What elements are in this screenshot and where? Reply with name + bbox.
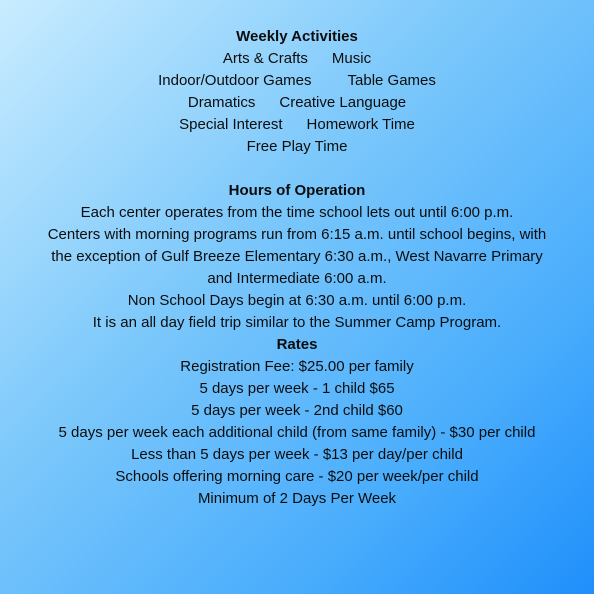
- weekly-activities-heading: Weekly Activities: [236, 28, 358, 45]
- activity-item: Dramatics: [187, 94, 256, 111]
- rate-item: 5 days per week - 2nd child $60: [191, 402, 403, 419]
- activity-item: Arts & Crafts: [222, 50, 308, 67]
- rate-item: 5 days per week - 1 child $65: [199, 380, 395, 397]
- activity-item: Table Games: [347, 72, 436, 89]
- hours-line: It is an all day field trip similar to the Summer Camp Program.: [92, 314, 502, 331]
- hours-line: Each center operates from the time school lets out until 6:00 p.m.: [80, 204, 514, 221]
- activity-row: [0, 92, 594, 114]
- activity-item: Indoor/Outdoor Games: [158, 72, 312, 89]
- activity-item: Free Play Time: [246, 138, 348, 155]
- rate-item: Schools offering morning care - $20 per week/per child: [115, 468, 479, 485]
- rate-item: Minimum of 2 Days Per Week: [197, 490, 397, 507]
- hours-heading: Hours of Operation: [228, 182, 366, 199]
- rate-item: 5 days per week each additional child (from same family) - $30 per child: [58, 424, 536, 441]
- activity-row: [0, 48, 594, 70]
- activity-row: [0, 70, 594, 92]
- activity-row: [0, 114, 594, 136]
- activity-item: Homework Time: [306, 116, 415, 133]
- activity-item: Creative Language: [279, 94, 407, 111]
- section-spacer: [0, 158, 594, 180]
- rates-heading: Rates: [276, 336, 318, 353]
- rate-item: Registration Fee: $25.00 per family: [180, 358, 414, 375]
- activity-item: Special Interest: [179, 116, 283, 133]
- activity-row: [0, 136, 594, 158]
- hours-morning-paragraph: Centers with morning programs run from 6:15 a.m. until school begins, with the exception of Gulf Breeze Elementary 6:30 a.m., West Navarre Primary and Intermediate 6:00 a.m.: [47, 226, 547, 287]
- rate-item: Less than 5 days per week - $13 per day/per child: [131, 446, 463, 463]
- activity-item: Music: [331, 50, 372, 67]
- hours-line: Non School Days begin at 6:30 a.m. until 6:00 p.m.: [127, 292, 467, 309]
